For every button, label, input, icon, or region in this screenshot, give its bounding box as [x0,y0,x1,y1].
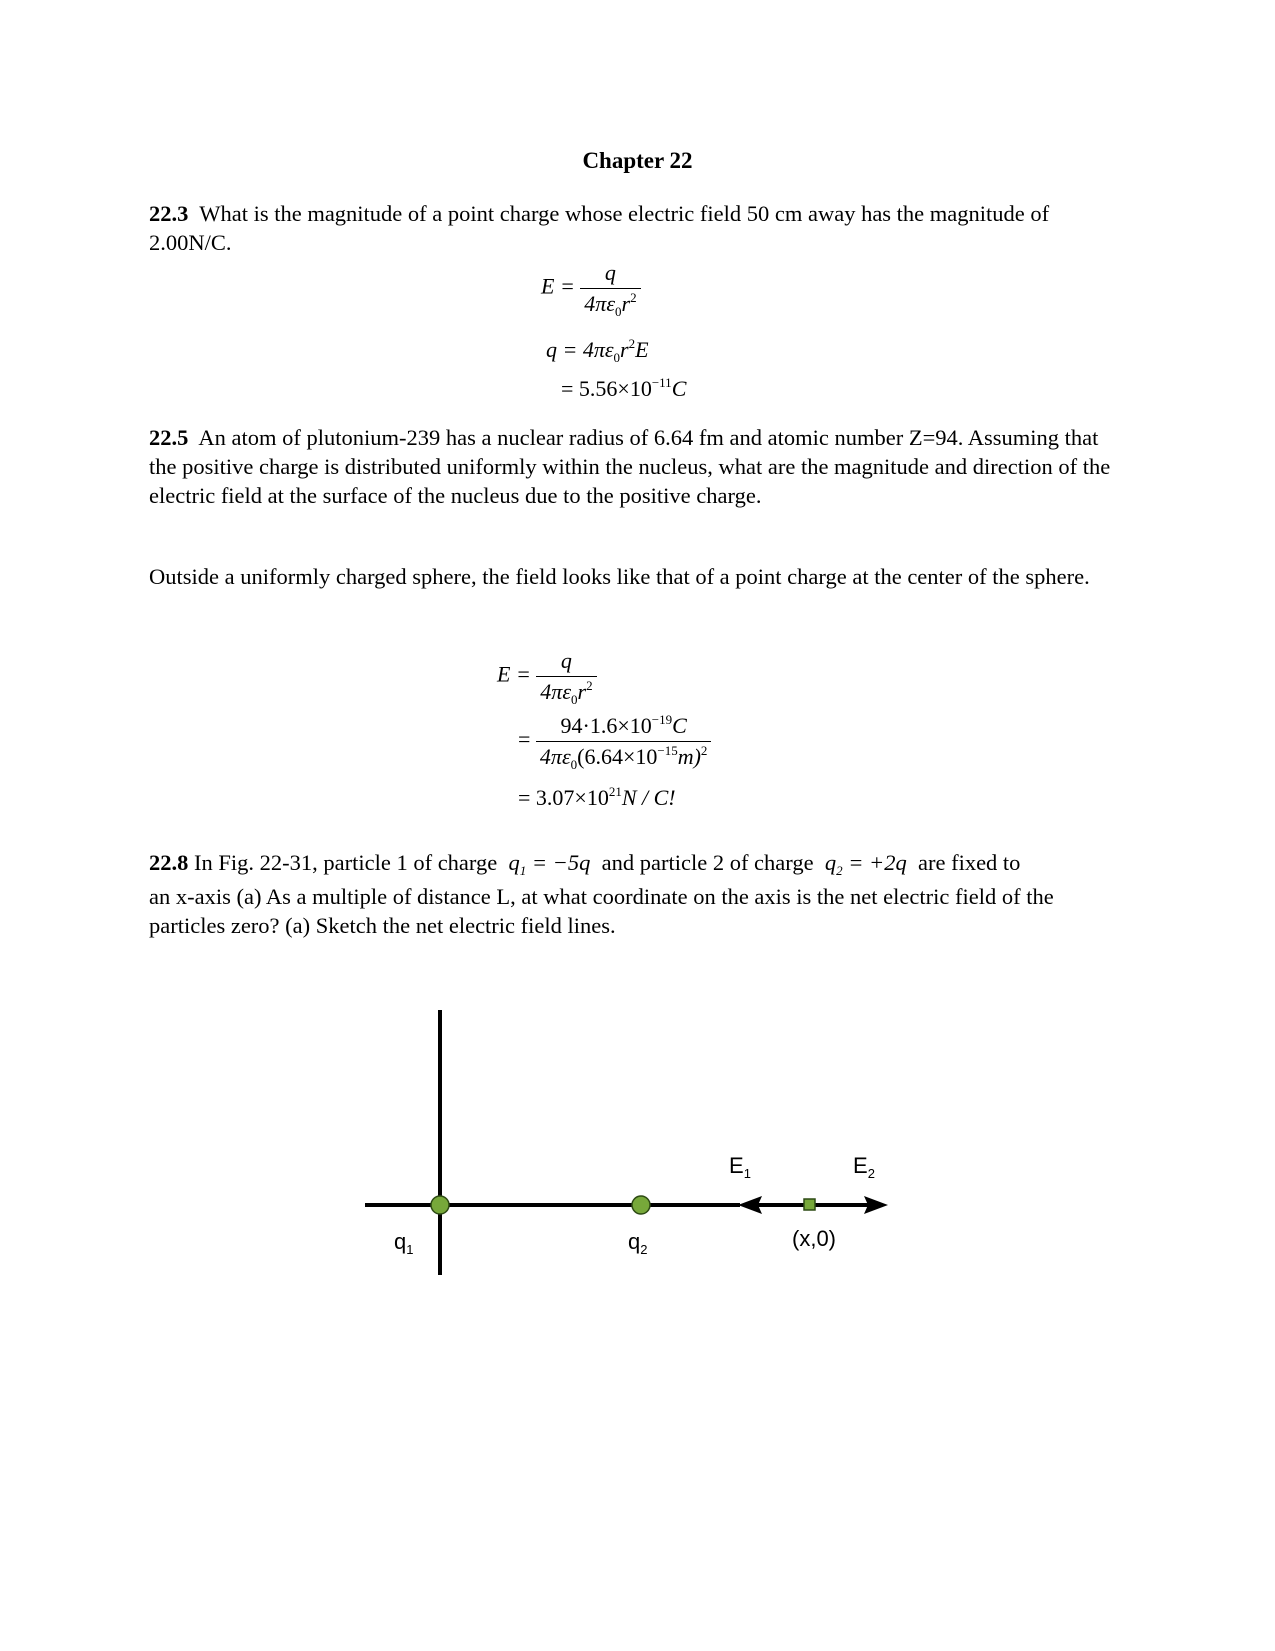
e2-label: $E_2$ [853,1153,875,1181]
q1-label: $q_1$ [394,1229,414,1257]
result-unit: N / C! [621,785,676,810]
q1-expression: $q_1 = -5q$ [502,850,591,878]
equals-sign: = [518,726,531,752]
charge-q2 [632,1196,650,1214]
problem-number: 22.3 [149,201,189,226]
equation-text: q = 4πε [546,337,614,362]
result-exponent: 21 [608,784,622,799]
problem-text-part-a: In Fig. 22-31, particle 1 of charge [194,850,498,875]
point-label: (x,0) [792,1226,836,1251]
chapter-title: Chapter 22 [582,148,693,173]
point-marker [804,1199,815,1210]
charge-q1 [431,1196,449,1214]
equation-charge-solve: $q = 4\pi\varepsilon_0r^2E$ [546,336,649,365]
numerator: $94\cdot 1.6\times 10^{-19}C$ [560,712,687,738]
problem-number: 22.8 [149,850,189,875]
numerator: q [560,648,572,673]
q2-label: $q_2$ [628,1229,648,1257]
result-exponent: −11 [651,375,672,390]
result-unit: C [671,376,687,401]
e1-label: $E_1$ [729,1153,751,1181]
problem-text: An atom of plutonium-239 has a nuclear radius of 6.64 fm and atomic number Z=94. Assuming that the positive charge is distributed uniformly within the nucleus, what are the magnitude and direction of the electric field at the surface of the nucleus due to the positive charge. [149,425,1111,508]
numerator: q [604,260,616,285]
equation-lhs: E = [497,661,531,687]
denominator: $4\pi\varepsilon_0(6.64\times 10^{-15}m)^2$ [536,741,712,770]
equation-lhs: E = [541,273,575,299]
q2-expression: $q_2 = +2q$ [819,850,907,878]
problem-text-part-c: are fixed to [917,850,1021,875]
problem-text-part-b: and particle 2 of charge [601,850,814,875]
problem-text: What is the magnitude of a point charge whose electric field 50 cm away has the magnitude of 2.00N/C. [149,201,1050,255]
denominator: $4\pi\varepsilon_0r^2$ [536,676,596,705]
result-value: = 5.56×10 [561,376,652,401]
problem-22-8-question: an x-axis (a) As a multiple of distance L, at what coordinate on the axis is the net electric field of the particles zero? (a) Sketch the net electric field lines. [149,884,1054,938]
problem-number: 22.5 [149,425,189,450]
problem-22-5-explanation: Outside a uniformly charged sphere, the field looks like that of a point charge at the center of the sphere. [149,564,1090,589]
denominator: $4\pi\varepsilon_0r^2$ [580,288,640,317]
result-value: = 3.07×10 [518,785,609,810]
